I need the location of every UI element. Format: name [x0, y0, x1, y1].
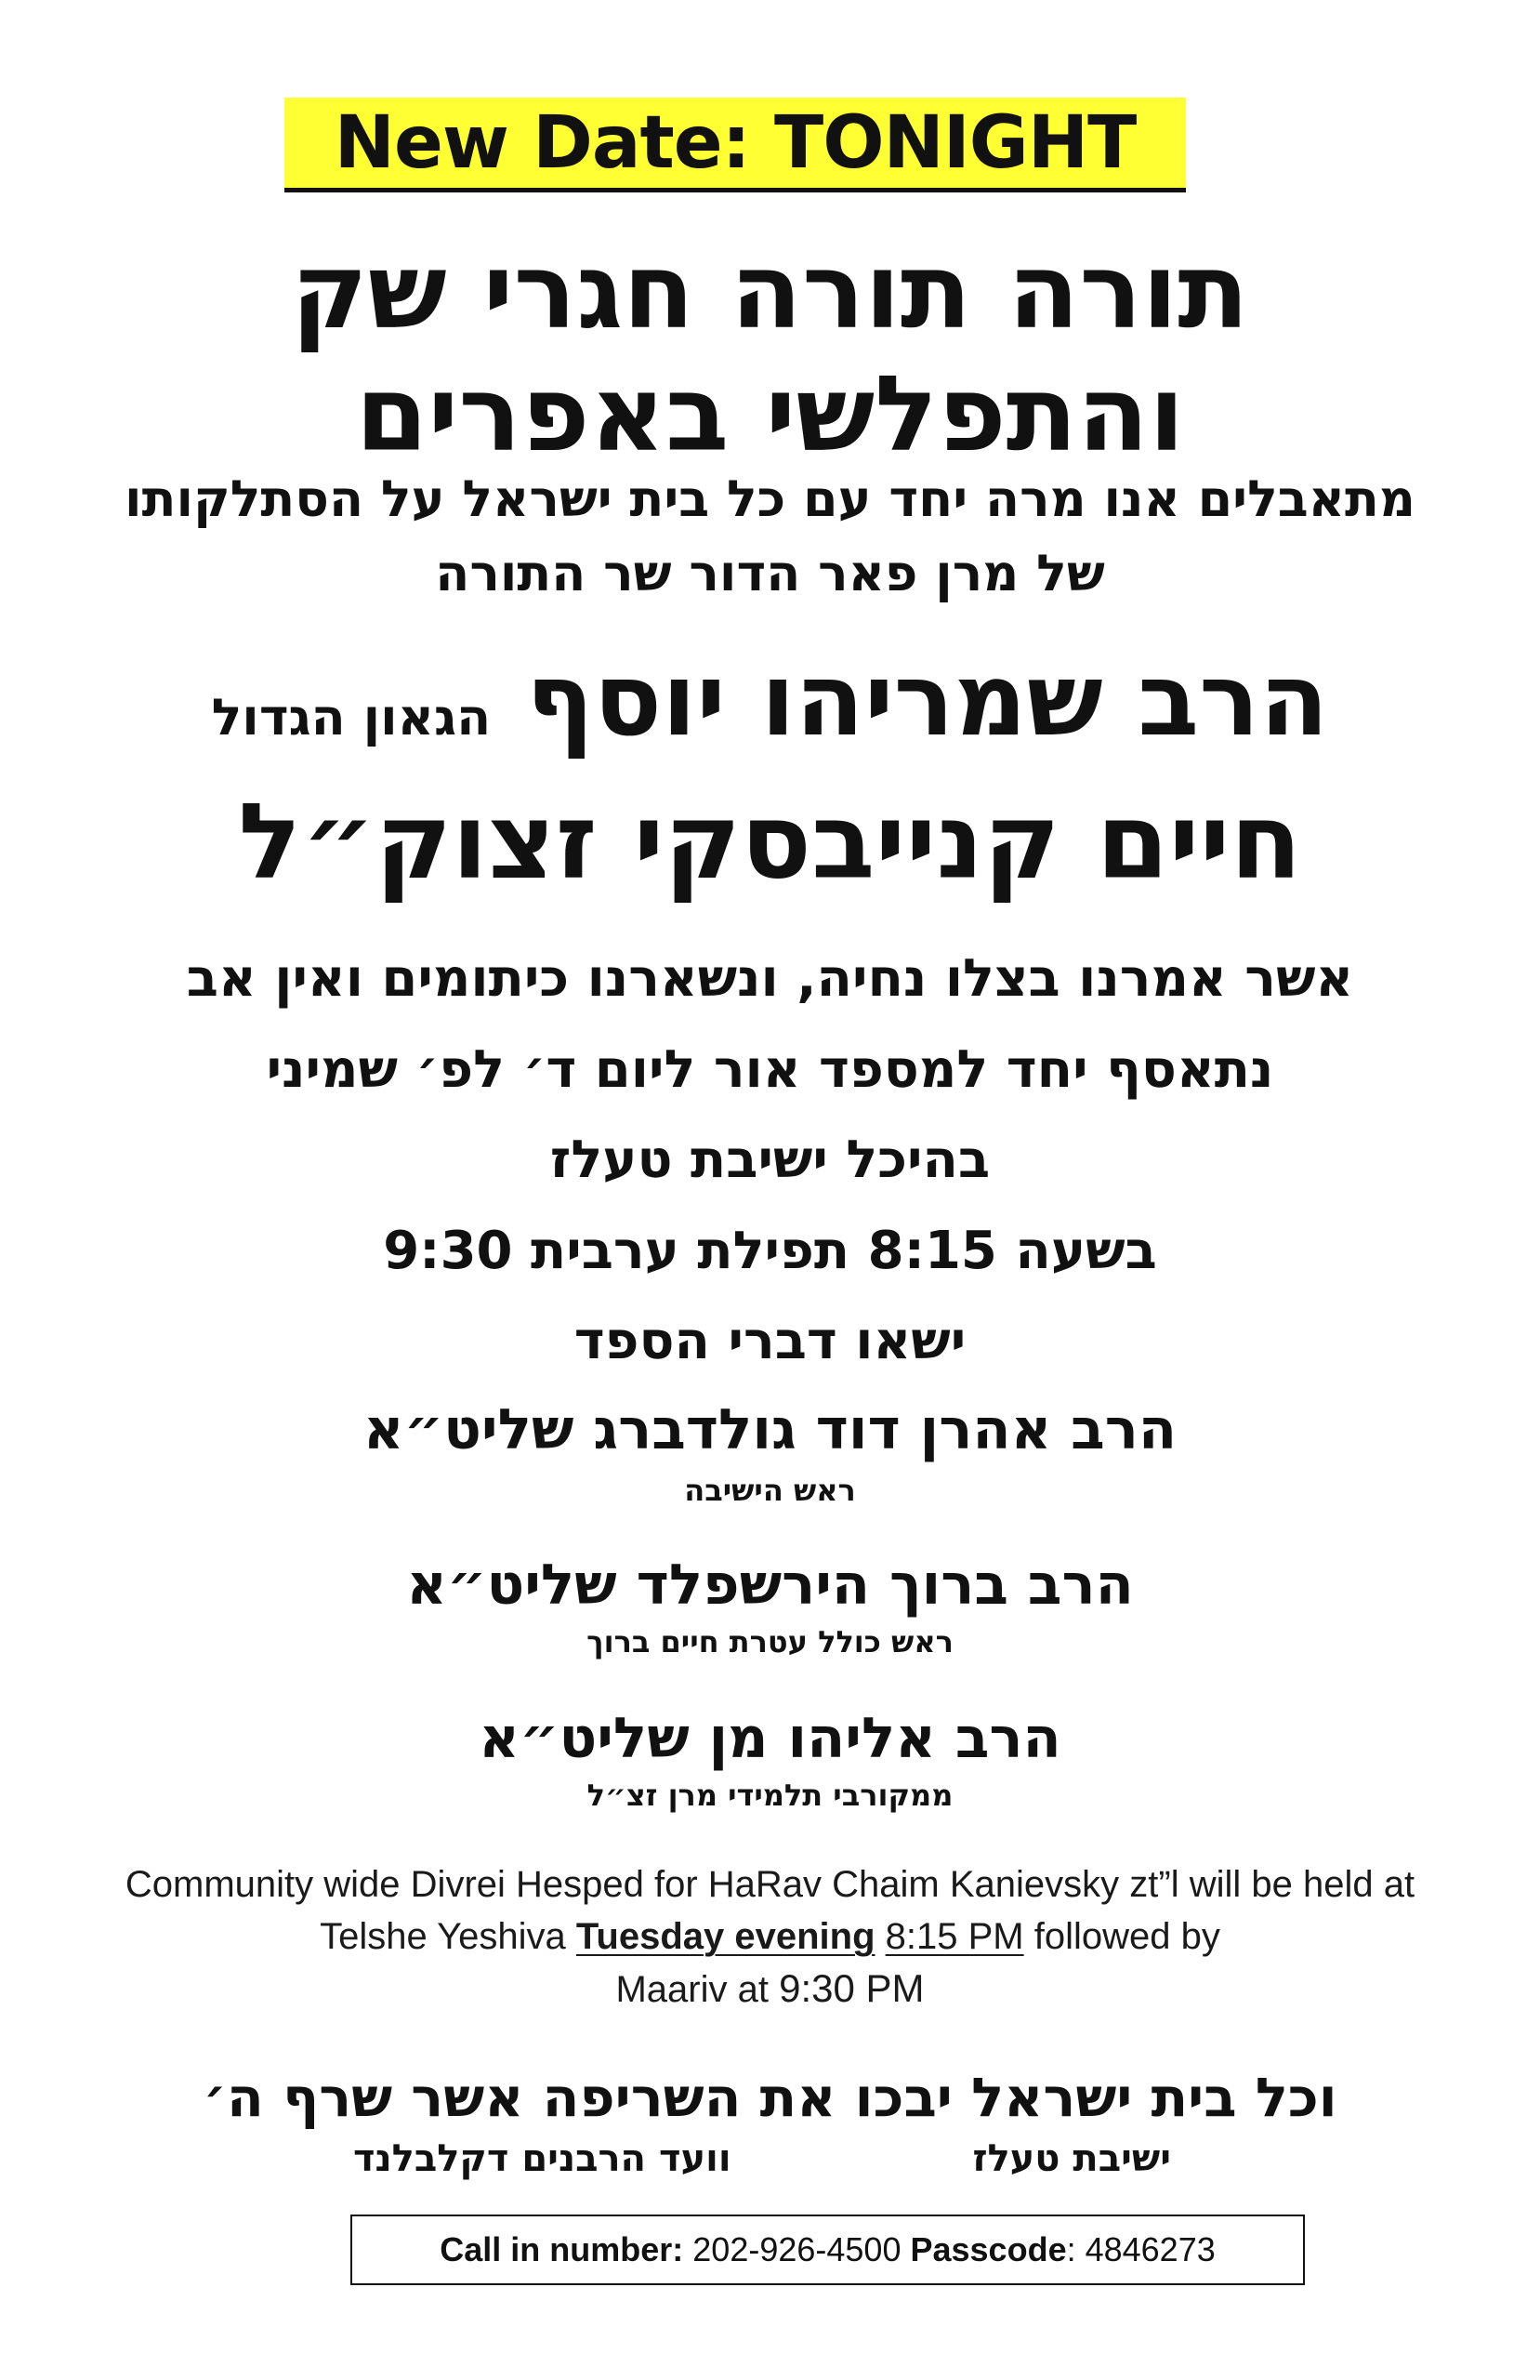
- signature-yeshiva: ישיבת טעלז: [972, 2137, 1171, 2180]
- rabbi-name-main: הרב שמריהו יוסף: [525, 642, 1329, 759]
- english-maariv-label: Maariv at: [615, 1969, 780, 2010]
- english-day: Tuesday evening: [575, 1916, 875, 1957]
- closing-line: וכל בית ישראל יבכו את השריפה אשר שרף ה׳: [203, 2066, 1337, 2129]
- new-date-banner: [284, 98, 1186, 192]
- banner-text: [335, 101, 1137, 185]
- headline-line-1: תורה תורה חגרי שק: [291, 231, 1249, 352]
- call-in-label: Call in number:: [440, 2230, 684, 2268]
- banner-prefix: New Date:: [334, 100, 750, 185]
- passcode-value: : 4846273: [1066, 2230, 1216, 2268]
- speaker-1-role: ראש הישיבה: [684, 1473, 856, 1508]
- headline-line-2: והתפלשי באפרים: [355, 354, 1185, 475]
- rabbi-name-line-1: [0, 642, 1540, 759]
- speaker-2-name: הרב ברוך הירשפלד שליט״א: [406, 1553, 1134, 1618]
- english-time: 8:15 PM: [885, 1916, 1024, 1957]
- speaker-3-name: הרב אליהו מן שליט״א: [479, 1706, 1061, 1771]
- english-venue: Telshe Yeshiva: [320, 1916, 576, 1957]
- signatures: [353, 2137, 1171, 2180]
- time-line: בשעה 8:15 תפילת ערבית 9:30: [383, 1221, 1157, 1281]
- call-in-box: [350, 2215, 1305, 2285]
- speaker-1-name: הרב אהרן דוד גולדברג שליט״א: [362, 1397, 1178, 1462]
- details-line-1: אשר אמרנו בצלו נחיה, ונשארנו כיתומים ואין אב: [186, 948, 1354, 1009]
- speaker-3-role: ממקורבי תלמידי מרן זצ״ל: [586, 1778, 954, 1813]
- english-line-2: [0, 1918, 1540, 1955]
- call-in-number: 202-926-4500: [683, 2230, 911, 2268]
- english-line-3: [0, 1966, 1540, 2010]
- intro-line-1: מתאבלים אנו מרה יחד עם כל בית ישראל על הסתלקותו: [125, 469, 1415, 528]
- english-space: [875, 1916, 886, 1957]
- rabbi-title-small: הגאון הגדול: [211, 688, 492, 747]
- speakers-heading: ישאו דברי הספד: [573, 1311, 967, 1371]
- intro-line-2: של מרן פאר הדור שר התורה: [435, 544, 1105, 602]
- details-line-3: בהיכל ישיבת טעלז: [549, 1130, 991, 1190]
- banner-highlight: TONIGHT: [773, 100, 1137, 185]
- details-line-2: נתאסף יחד למספד אור ליום ד׳ לפ׳ שמיני: [266, 1039, 1274, 1100]
- english-followed: followed by: [1023, 1916, 1220, 1957]
- english-line-1: Community wide Divrei Hesped for HaRav Chaim Kanievsky zt”l will be held at: [125, 1864, 1415, 1905]
- rabbi-name-line-2: חיים קנייבסקי זצוק״ל: [238, 782, 1302, 903]
- speaker-2-role: ראש כולל עטרת חיים ברוך: [586, 1624, 954, 1659]
- signature-vaad: וועד הרבנים דקלבלנד: [353, 2137, 731, 2180]
- passcode-label: Passcode: [910, 2230, 1067, 2268]
- english-maariv-time: 9:30 PM: [779, 1966, 925, 2010]
